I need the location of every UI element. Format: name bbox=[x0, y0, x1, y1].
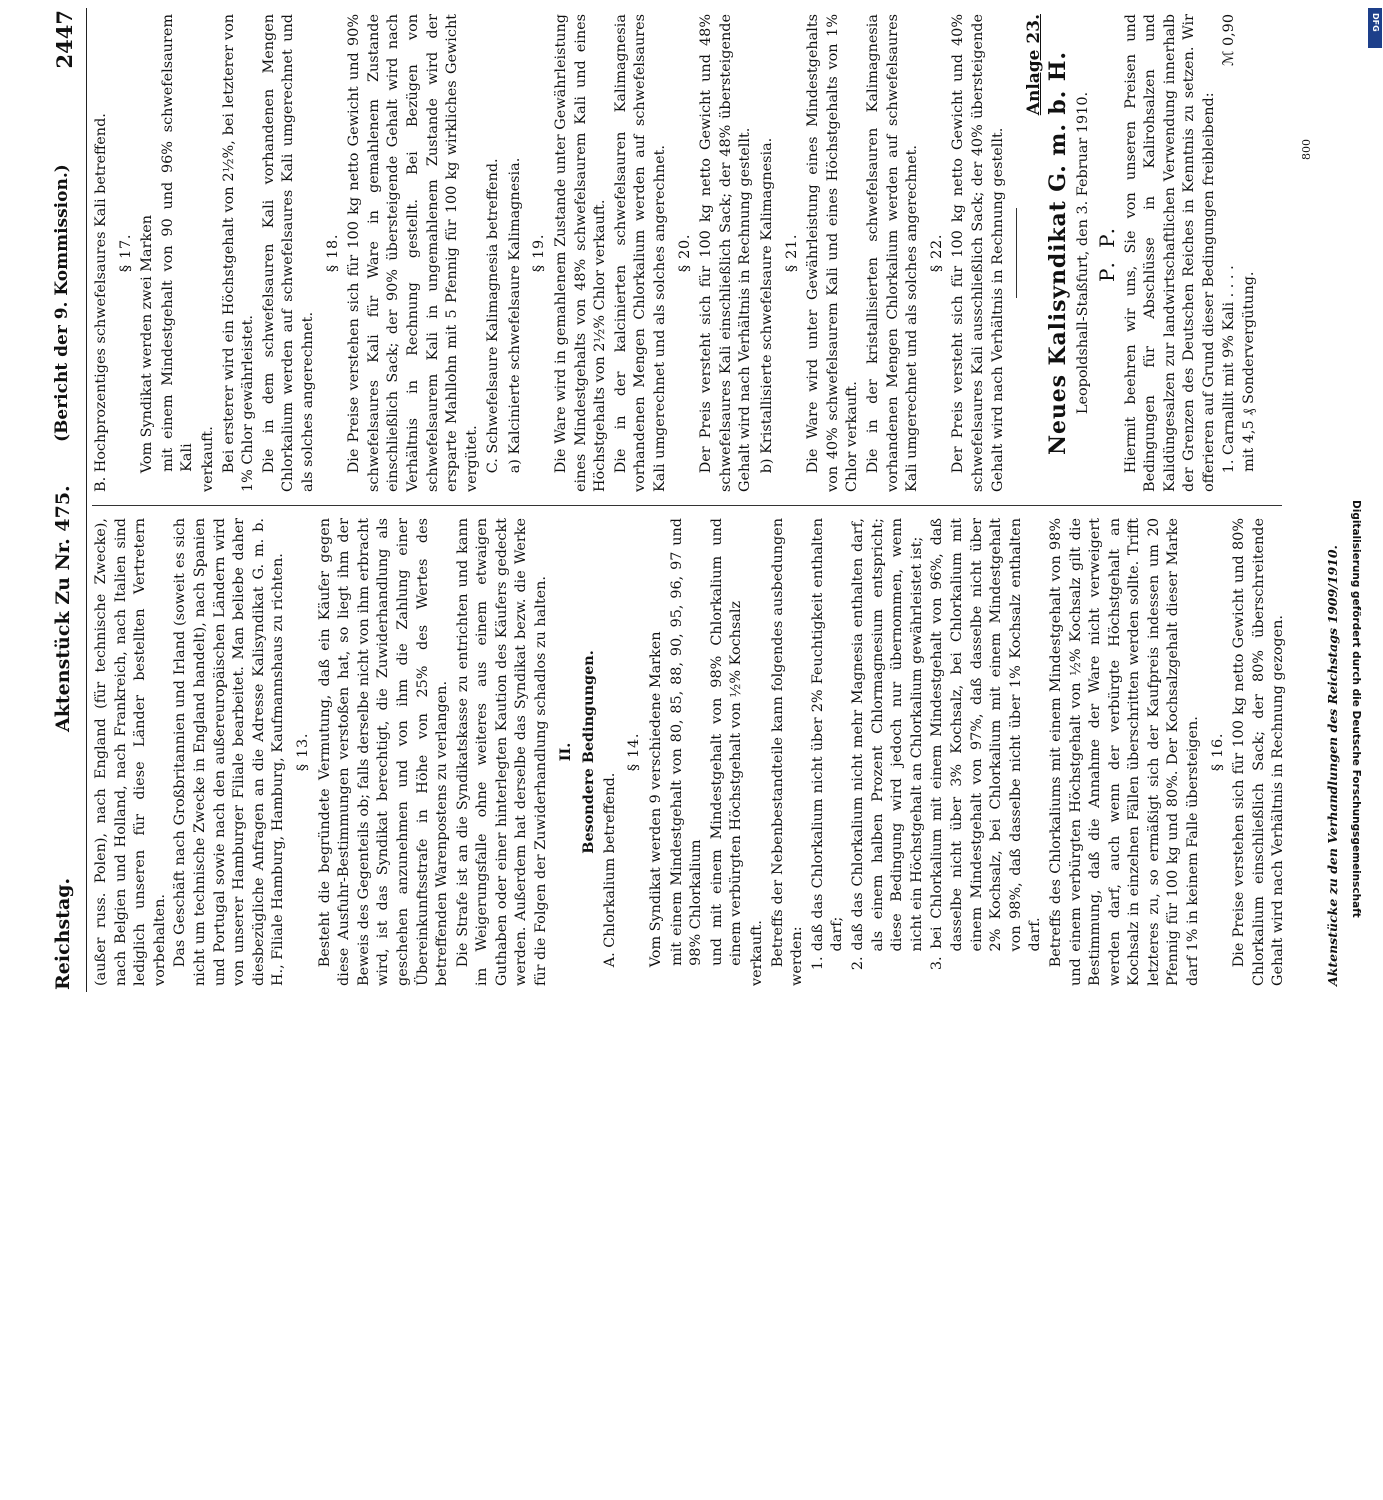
dfg-logo bbox=[1368, 8, 1382, 48]
page-header bbox=[52, 10, 82, 990]
section-heading: C. Schwefelsaure Kalimagnesia betreffend. bbox=[485, 158, 502, 474]
page-number: 2447 bbox=[52, 10, 77, 69]
section-number: § 21. bbox=[783, 233, 800, 273]
roman-heading: II. bbox=[556, 742, 574, 762]
section-heading: B. Hochprozentiges schwefelsaures Kali betreffend. bbox=[93, 113, 109, 492]
paragraph: mit einem Mindestgehalt von 80, 85, 88, 90, 95, 96, 97 und 98% Chlorkalium bbox=[668, 518, 705, 966]
header-aktenstueck: Aktenstück Zu Nr. 475. bbox=[52, 485, 74, 732]
paragraph: Die Preise verstehen sich für 100 kg netto Gewicht und 80% Chlorkalium einschließlich Sack; der 80% überschreitende Gehalt wird nach Verhältnis in Rechnung gezogen. bbox=[1231, 518, 1287, 986]
header-bericht: (Bericht der 9. Kommission.) bbox=[52, 164, 72, 442]
firm-name: Neues Kalisyndikat G. m. b. H. bbox=[1044, 51, 1071, 455]
left-column bbox=[92, 518, 1290, 986]
paragraph: verkauft. bbox=[199, 426, 216, 492]
paragraph: verkauft. bbox=[749, 920, 765, 986]
paragraph: Betreffs der Nebenbestandteile kann folgendes ausbedungen werden: bbox=[769, 518, 806, 986]
paragraph: Betreffs des Chlorkaliums mit einem Mindestgehalt von 98% und einem verbürgten Höchstgehalt von ½% Kochsalz gilt die Bestimmung, daß die Annahme der Ware nicht verweigert werden darf, auch wenn der verbürgte Höchstgehalt an Kochsalz in einzelnen Fällen überschritten werden sollte. Trifft letzteres zu, so ermäßigt sich der Kaufpreis indessen um 20 Pfennig für 100 kg und 80%. Der Kochsalzgehalt dieser Marke darf 1% in keinem Falle übersteigen. bbox=[1047, 518, 1202, 986]
section-number: § 16. bbox=[1209, 732, 1226, 772]
page-footer: Aktenstücke zu den Verhandlungen des Reichstags 1909/1910. bbox=[1325, 545, 1340, 986]
paragraph: Die in dem schwefelsauren Kali vorhandenen Mengen Chlorkalium werden auf schwefelsaures Kali umgerechnet und als solches angerechnet. bbox=[260, 14, 316, 492]
paragraph: Die in der kalcinierten schwefelsauren Kalimagnesia vorhandenen Mengen Chlorkalium werden auf schwefelsaures Kali umgerechnet und als solches angerechnet. bbox=[612, 14, 669, 492]
paragraph: Die in der kristallisierten schwefelsauren Kalimagnesia vorhandenen Mengen Chlorkalium werden auf schwefelsaures Kali umgerechnet und als solches angerechnet. bbox=[864, 14, 921, 492]
header-rule bbox=[86, 8, 87, 992]
digitization-note-text: Digitalisierung gefördert durch die Deutsche Forschungsgemeinschaft bbox=[1350, 500, 1362, 918]
section-number: § 19. bbox=[531, 233, 548, 273]
dfg-logo-text: DFG bbox=[1371, 13, 1380, 32]
subheading: A. Chlorkalium betreffend. bbox=[601, 772, 618, 968]
header-reichstag: Reichstag. bbox=[52, 877, 74, 990]
section-heading: Besondere Bedingungen. bbox=[580, 650, 598, 854]
paragraph: Bei ersterer wird ein Höchstgehalt von 2½%, bei letzterer von 1% Chlor gewährleistet. bbox=[220, 14, 257, 492]
paragraph: Die Ware wird in gemahlenem Zustande unter Gewährleistung eines Mindestgehalts von 48% schwefelsaurem Kali und eines Höchstgehalts von 2½% Chlor verkauft. bbox=[553, 14, 609, 492]
list-item: 2. daß das Chlorkalium nicht mehr Magnesia enthalten darf, als einem halben Prozent Chlormagnesium entspricht; diese Bedingung wird jedoch nur übernommen, wenn nicht ein Höchstgehalt an Chlorkalium gewährleistet ist; bbox=[849, 518, 925, 971]
paragraph: mit einem Mindestgehalt von 90 und 96% schwefelsaurem Kali bbox=[159, 14, 196, 472]
right-column bbox=[92, 14, 1261, 492]
price-line bbox=[1220, 14, 1240, 492]
rotated-document-page bbox=[40, 0, 1350, 1000]
column-divider bbox=[92, 505, 1282, 506]
paragraph: Besteht die begründete Vermutung, daß ein Käufer gegen diese Ausfuhr-Bestimmungen verstoßen hat, so liegt ihm der Beweis des Gegenteils ob; falls derselbe nicht von ihm erbracht wird, ist das Syndikat berechtigt, die Zuwiderhandlung als geschehen anzunehmen und von ihm die Zahlung einer Übereinkunftsstrafe in Höhe von 25% des Wertes des betreffenden Warenpostens zu verlangen. bbox=[316, 518, 451, 986]
paragraph: Die Strafe ist an die Syndikatskasse zu entrichten und kann im Weigerungsfalle ohne weiteres aus einem etwaigen Guthaben oder einer hinterlegten Kaution des Käufers gedeckt werden. Außerdem hat derselbe das Syndikat bezw. die Werke für die Folgen der Zuwiderhandlung schadlos zu halten. bbox=[454, 518, 550, 986]
section-number: § 14. bbox=[626, 732, 643, 772]
paragraph: (außer russ. Polen), nach England (für technische Zwecke), nach Belgien und Holland, nach Frankreich, nach Italien sind lediglich unseren für diese Länder bestellten Vertretern vorbehalten. bbox=[93, 518, 168, 986]
subheading: a) Kalcinierte schwefelsaure Kalimagnesia. bbox=[506, 157, 523, 474]
paragraph: Vom Syndikat werden 9 verschiedene Marken bbox=[648, 631, 665, 968]
section-number: § 13. bbox=[294, 732, 311, 772]
section-number: § 20. bbox=[676, 233, 693, 273]
section-number: § 17. bbox=[117, 233, 134, 273]
paragraph: Die Preise verstehen sich für 100 kg netto Gewicht und 90% schwefelsaures Kali für Ware in gemahlenem Zustande einschließlich Sack; der 90% übersteigende Gehalt wird nach Verhältnis in Rechnung gestellt. Bei Bezügen von schwefelsaurem Kali in ungemahlenem Zustande wird der ersparte Mahllohn mit 5 Pfennig für 100 kg wirkliches Gewicht vergütet. bbox=[346, 14, 480, 492]
salutation: P. P. bbox=[1094, 224, 1119, 282]
digitization-note bbox=[1350, 500, 1383, 1500]
section-separator bbox=[1016, 208, 1017, 298]
paragraph: Der Preis versteht sich für 100 kg netto Gewicht und 48% schwefelsaures Kali einschließlich Sack; der 48% übersteigende Gehalt wird nach Verhältnis in Rechnung gestellt. bbox=[698, 14, 754, 492]
section-number: § 22. bbox=[928, 233, 945, 273]
paragraph: Der Preis versteht sich für 100 kg netto Gewicht und 40% schwefelsaures Kali ausschließlich Sack; der 40% übersteigende Gehalt wird nach Verhältnis in Rechnung gestellt. bbox=[950, 14, 1006, 492]
subheading: b) Kristallisierte schwefelsaure Kalimagnesia. bbox=[759, 137, 775, 474]
section-number: § 18. bbox=[324, 233, 341, 273]
dateline: Leopoldshall-Staßfurt, den 3. Februar 1910. bbox=[1075, 91, 1092, 415]
price-note: mit 4,5 ₰ Sondervergütung. bbox=[1241, 271, 1258, 472]
price-label: 1. Carnallit mit 9% Kali . . . . bbox=[1221, 265, 1238, 474]
paragraph: Vom Syndikat werden zwei Marken bbox=[139, 215, 156, 474]
price-value: ℳ 0,90 bbox=[1221, 14, 1238, 67]
list-item: 3. bei Chlorkalium mit einem Mindestgehalt von 96%, daß dasselbe nicht über 3% Kochsalz, bei Chlorkalium mit einem Mindestgehalt von 97%, daß dasselbe nicht über 2% Kochsalz, bei Chlorkalium mit einem Mindestgehalt von 98%, daß dasselbe nicht über 1% Kochsalz enthalten darf. bbox=[929, 518, 1044, 971]
annex-label: Anlage 23. bbox=[1024, 14, 1045, 116]
paragraph: und mit einem Mindestgehalt von 98% Chlorkalium und einem verbürgten Höchstgehalt von ½% Kochsalz bbox=[708, 518, 745, 966]
paragraph: Das Geschäft nach Großbritannien und Irland (soweit es sich nicht um technische Zwecke in England handelt), nach Spanien und Portugal sowie nach den außereuropäischen Ländern wird von unserer Hamburger Filiale bearbeitet. Man beliebe daher diesbezügliche Anfragen an die Adresse Kalisyndikat G. m. b. H., Filiale Hamburg, Hamburg, Kaufmannshaus zu richten. bbox=[172, 518, 287, 986]
paragraph: Hiermit beehren wir uns, Sie von unseren Preisen und Bedingungen für Abschlüsse in Kalirohsalzen und Kalidüngesalzen zur landwirtschaftlichen Verwendung innerhalb der Grenzen des Deutschen Reiches in Kenntnis zu setzen. Wir offerieren auf Grund dieser Bedingungen freibleibend: bbox=[1122, 14, 1217, 492]
list-item: 1. daß das Chlorkalium nicht über 2% Feuchtigkeit enthalten darf; bbox=[809, 518, 846, 971]
page-code: 800 bbox=[1300, 139, 1313, 160]
paragraph: Die Ware wird unter Gewährleistung eines Mindestgehalts von 40% schwefelsaurem Kali und eines Höchstgehalts von 1% Chlor verkauft. bbox=[805, 14, 861, 492]
